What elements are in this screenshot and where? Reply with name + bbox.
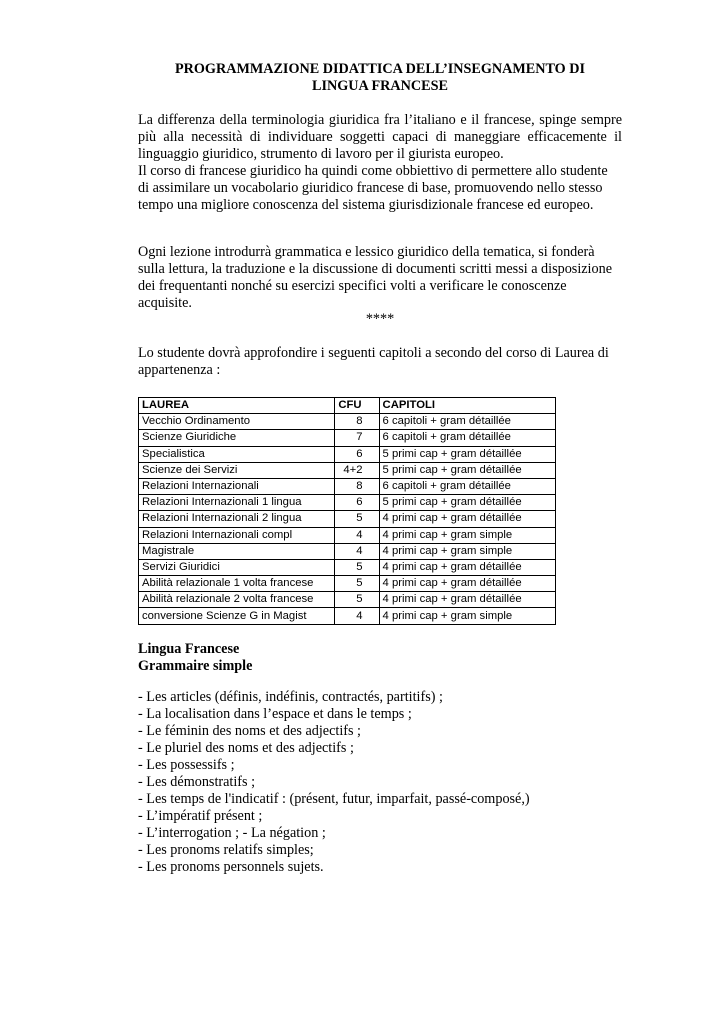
list-item: - Les pronoms personnels sujets. [138,859,324,875]
cell-laurea: Relazioni Internazionali 2 lingua [139,511,335,527]
cell-cfu: 8 [335,414,379,430]
cell-capitoli: 5 primi cap + gram détaillée [379,495,555,511]
table-row [139,527,556,543]
table-row [139,414,556,430]
cell-capitoli: 5 primi cap + gram détaillée [379,446,555,462]
cell-capitoli: 5 primi cap + gram détaillée [379,462,555,478]
list-item: - Les pronoms relatifs simples; [138,842,314,858]
table-header-row [139,398,556,414]
cell-cfu: 5 [335,559,379,575]
cell-laurea: Servizi Giuridici [139,559,335,575]
document-title [138,61,622,95]
cell-capitoli: 6 capitoli + gram détaillée [379,414,555,430]
table-row [139,592,556,608]
cell-cfu: 4+2 [335,462,379,478]
cell-cfu: 7 [335,430,379,446]
cell-laurea: Relazioni Internazionali 1 lingua [139,495,335,511]
cell-capitoli: 4 primi cap + gram détaillée [379,592,555,608]
lesson-paragraph-text: Ogni lezione introdurrà grammatica e lessico giuridico della tematica, si fonderà sulla lettura, la traduzione e la discussione di documenti scritti messi a disposizione dei frequentanti nonché su esercizi specifici volti a verificare le conoscenze acquisite. [138,244,612,311]
cell-cfu: 6 [335,446,379,462]
table-body [139,414,556,624]
cell-cfu: 5 [335,511,379,527]
cell-capitoli: 4 primi cap + gram simple [379,543,555,559]
cell-laurea: Specialistica [139,446,335,462]
cell-cfu: 4 [335,527,379,543]
list-item: - Le pluriel des noms et des adjectifs ; [138,740,354,756]
cell-cfu: 4 [335,543,379,559]
intro-paragraph-1: La differenza della terminologia giuridica fra l’italiano e il francese, spinge sempre più alla necessità di individuare soggetti capaci di maneggiare efficacemente il linguaggio giuridico, strumento di lavoro per il giurista europeo. [138,112,622,162]
cell-laurea: Magistrale [139,543,335,559]
table-row [139,543,556,559]
table-row [139,478,556,494]
cell-cfu: 4 [335,608,379,624]
cell-capitoli: 4 primi cap + gram détaillée [379,559,555,575]
header-laurea: LAUREA [139,398,335,414]
cell-capitoli: 4 primi cap + gram simple [379,527,555,543]
cell-capitoli: 4 primi cap + gram simple [379,608,555,624]
intro-paragraph-2: Il corso di francese giuridico ha quindi come obbiettivo di permettere allo studente di assimilare un vocabolario giuridico francese di base, promuovendo nello stesso tempo una migliore conoscenza del sistema giurisdizionale francese ed europeo. [138,163,608,213]
table-row [139,495,556,511]
cell-laurea: Abilità relazionale 1 volta francese [139,576,335,592]
cell-laurea: Scienze Giuridiche [139,430,335,446]
cell-laurea: conversione Scienze G in Magist [139,608,335,624]
section-heading [138,641,252,675]
cell-laurea: Abilità relazionale 2 volta francese [139,592,335,608]
table-row [139,511,556,527]
header-capitoli: CAPITOLI [379,398,555,414]
list-item: - L’impératif présent ; [138,808,263,824]
intro-paragraph [138,112,622,214]
student-paragraph-text: Lo studente dovrà approfondire i seguenti capitoli a secondo del corso di Laurea di appartenenza : [138,345,609,378]
list-item: - L’interrogation ; - La négation ; [138,825,326,841]
list-item: - Les articles (définis, indéfinis, contractés, partitifs) ; [138,689,443,705]
lesson-paragraph [138,244,622,312]
cell-cfu: 8 [335,478,379,494]
cell-cfu: 5 [335,576,379,592]
section-title-lingua: Lingua Francese [138,641,240,657]
cell-capitoli: 4 primi cap + gram détaillée [379,511,555,527]
grammar-list [138,689,530,876]
list-item: - Les possessifs ; [138,757,235,773]
separator-stars: **** [365,311,395,327]
header-cfu: CFU [335,398,379,414]
courses-table [138,397,556,625]
table-row [139,446,556,462]
cell-capitoli: 6 capitoli + gram détaillée [379,478,555,494]
list-item: - Les temps de l'indicatif : (présent, futur, imparfait, passé-composé,) [138,791,530,807]
title-line-2: LINGUA FRANCESE [312,78,448,94]
table-row [139,576,556,592]
table-row [139,559,556,575]
table-row [139,462,556,478]
cell-cfu: 5 [335,592,379,608]
student-paragraph [138,345,622,379]
cell-capitoli: 6 capitoli + gram détaillée [379,430,555,446]
table-row [139,430,556,446]
cell-laurea: Relazioni Internazionali [139,478,335,494]
cell-laurea: Vecchio Ordinamento [139,414,335,430]
list-item: - Le féminin des noms et des adjectifs ; [138,723,361,739]
section-title-grammaire: Grammaire simple [138,658,253,674]
cell-cfu: 6 [335,495,379,511]
table-row [139,608,556,624]
cell-laurea: Relazioni Internazionali compl [139,527,335,543]
title-line-1: PROGRAMMAZIONE DIDATTICA DELL’INSEGNAMENTO DI [174,61,586,77]
cell-laurea: Scienze dei Servizi [139,462,335,478]
list-item: - Les démonstratifs ; [138,774,256,790]
list-item: - La localisation dans l’espace et dans le temps ; [138,706,412,722]
cell-capitoli: 4 primi cap + gram détaillée [379,576,555,592]
